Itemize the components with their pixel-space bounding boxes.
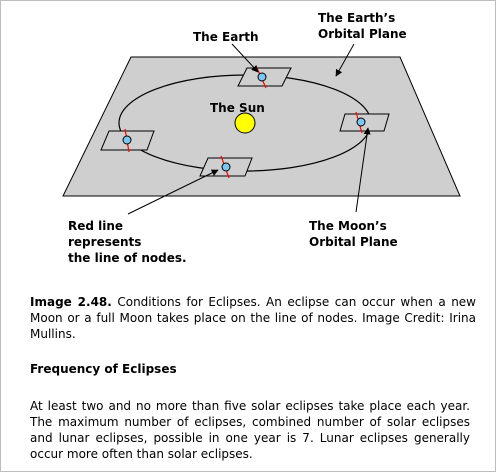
- section-heading: Frequency of Eclipses: [30, 362, 177, 376]
- moon-icon: [258, 73, 266, 81]
- label-moon-plane-line2: Orbital Plane: [309, 235, 398, 249]
- figure-caption: [30, 294, 476, 342]
- label-moon-plane-line1: The Moon’s: [309, 219, 387, 233]
- section-paragraph: At least two and no more than five solar eclipses take place each year. The maximum number of eclipses, combined number of solar eclipses and lunar eclipses, possible in one year is 7. Lunar eclipses generally occur more often than solar eclipses.: [30, 399, 470, 461]
- label-sun: The Sun: [210, 101, 265, 115]
- moon-icon: [123, 136, 131, 144]
- label-earth: The Earth: [193, 30, 259, 44]
- label-nodes-line2: represents: [68, 235, 142, 249]
- label-earth-plane-line2: Orbital Plane: [318, 27, 407, 41]
- label-nodes-line1: Red line: [68, 219, 124, 233]
- moon-icon: [222, 163, 230, 171]
- caption-text: Conditions for Eclipses. An eclipse can occur when a new Moon or a full Moon takes place on the line of nodes. Image Credit: Irina Mullins.: [30, 295, 476, 341]
- label-nodes-line3: the line of nodes.: [68, 251, 187, 265]
- caption-title: Image 2.48.: [30, 295, 112, 309]
- moon-orbit-plane-top: [238, 66, 291, 88]
- moon-orbit-plane-right: [340, 112, 389, 133]
- label-earth-plane-line1: The Earth’s: [318, 11, 396, 25]
- sun-icon: [235, 113, 255, 133]
- moon-orbit-plane-left: [101, 129, 154, 152]
- moon-icon: [357, 118, 365, 126]
